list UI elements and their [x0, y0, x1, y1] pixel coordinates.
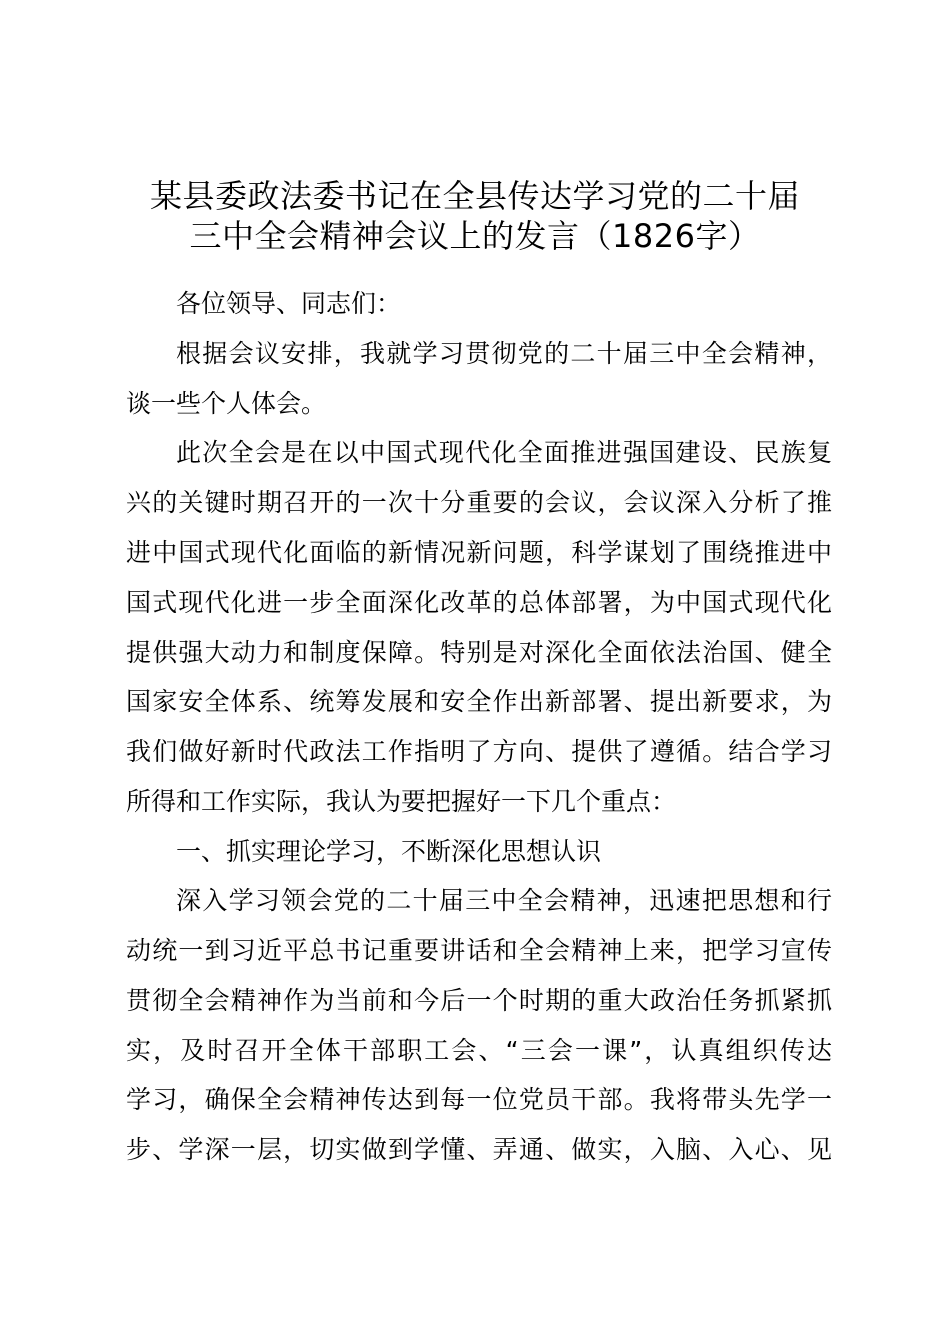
salutation: 各位领导、同志们：: [176, 289, 402, 318]
section-heading-1: 一、抓实理论学习，不断深化思想认识: [176, 837, 602, 866]
paragraph-3-line-4: 实，及时召开全体干部职工会、“三会一课”，认真组织传达: [126, 1036, 832, 1065]
paragraph-2-line-8: 所得和工作实际，我认为要把握好一下几个重点：: [126, 787, 677, 816]
paragraph-3-line-5: 学习，确保全会精神传达到每一位党员干部。我将带头先学一: [126, 1085, 832, 1114]
paragraph-2-line-7: 我们做好新时代政法工作指明了方向、提供了遵循。结合学习: [126, 737, 832, 766]
paragraph-3-line-1: 深入学习领会党的二十届三中全会精神，迅速把思想和行: [176, 886, 832, 915]
paragraph-2-line-1: 此次全会是在以中国式现代化全面推进强国建设、民族复: [176, 438, 832, 467]
document-title-line-1: 某县委政法委书记在全县传达学习党的二十届: [149, 177, 800, 215]
paragraph-2-line-2: 兴的关键时期召开的一次十分重要的会议，会议深入分析了推: [126, 488, 832, 517]
paragraph-3-line-6: 步、学深一层，切实做到学懂、弄通、做实，入脑、入心、见: [126, 1135, 832, 1164]
paragraph-2-line-4: 国式现代化进一步全面深化改革的总体部署，为中国式现代化: [126, 588, 832, 617]
paragraph-3-line-2: 动统一到习近平总书记重要讲话和全会精神上来，把学习宣传: [126, 936, 832, 965]
paragraph-3-line-3: 贯彻全会精神作为当前和今后一个时期的重大政治任务抓紧抓: [126, 986, 832, 1015]
paragraph-1-line-1: 根据会议安排，我就学习贯彻党的二十届三中全会精神，: [176, 339, 832, 368]
paragraph-1-line-2: 谈一些个人体会。: [126, 389, 327, 418]
document-title-line-2: 三中全会精神会议上的发言（1826字）: [189, 217, 761, 255]
paragraph-2-line-5: 提供强大动力和制度保障。特别是对深化全面依法治国、健全: [126, 638, 832, 667]
paragraph-2-line-3: 进中国式现代化面临的新情况新问题，科学谋划了围绕推进中: [126, 538, 832, 567]
paragraph-2-line-6: 国家安全体系、统筹发展和安全作出新部署、提出新要求，为: [126, 687, 832, 716]
